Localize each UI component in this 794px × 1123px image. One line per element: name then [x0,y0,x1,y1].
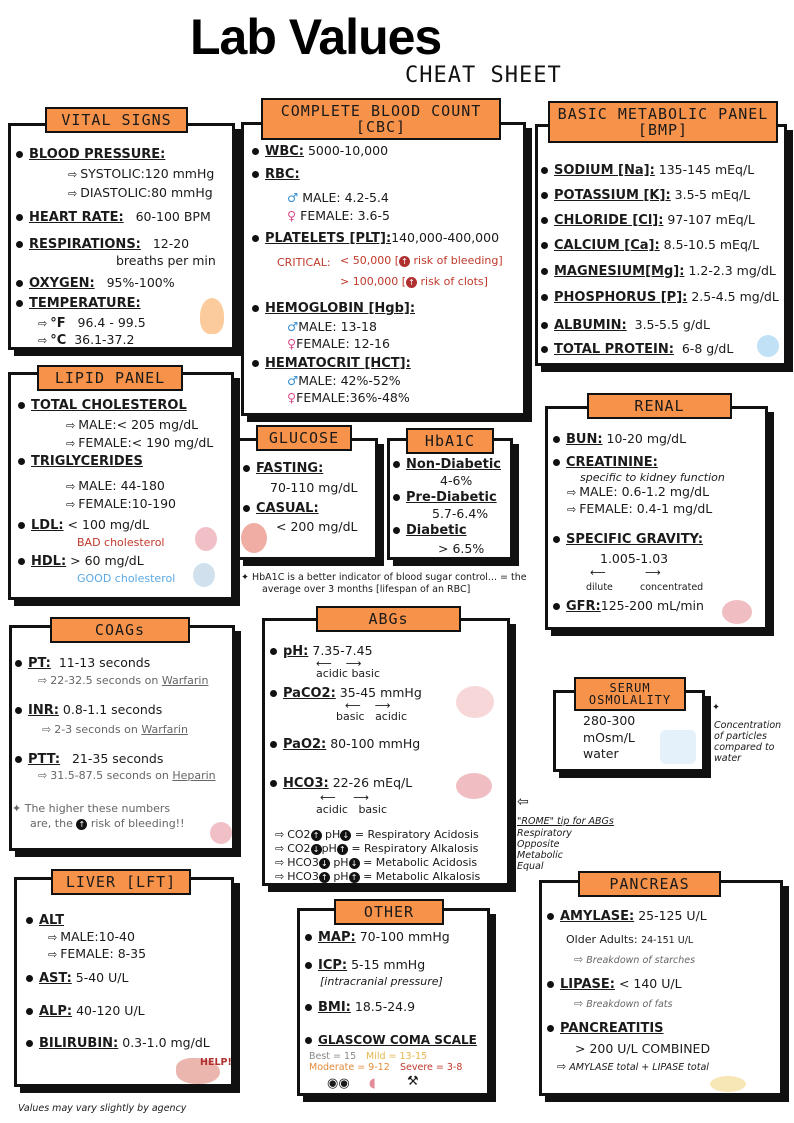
arrow-icon: ⇨ [275,870,285,883]
coags-header: COAGs [50,617,190,643]
critical-high: > 100,000 [ ↑ risk of clots] [340,275,488,288]
vital-signs-header: VITAL SIGNS [45,107,188,133]
bullet-icon [16,151,23,158]
male-icon: ♂ [287,373,299,388]
bullet-icon [243,465,250,472]
specific-gravity-label: SPECIFIC GRAVITY: [553,532,703,547]
casual-value: < 200 mg/dL [276,519,358,534]
ldl-note: BAD cholesterol [77,536,165,549]
hdl-row: HDL: > 60 mg/dL [18,553,144,569]
bmp-row: POTASSIUM [K]: 3.5-5 mEq/L [541,187,750,203]
bullet-icon [26,1008,33,1015]
arrow-icon: ⇨ [275,842,285,855]
non-diabetic-label: Non-Diabetic [393,456,501,472]
bullet-icon [541,294,548,301]
bullet-icon [541,322,548,329]
arrow-up-icon: ↑ [349,872,360,883]
icp-note: [intracranial pressure] [320,975,443,988]
bullet-icon [270,648,277,655]
hematocrit-female: ♀FEMALE:36%-48% [287,390,410,405]
bullet-icon [541,217,548,224]
blood-drop-icon [241,523,267,553]
liver-header: LIVER [LFT] [51,869,191,895]
triglycerides-label: TRIGLYCERIDES [18,454,143,469]
lipid-panel-header: LIPID PANEL [37,365,183,391]
bullet-icon [252,360,259,367]
bullet-icon [15,707,22,714]
bullet-icon [270,690,277,697]
gcs-mild: Mild = 13-15 [366,1051,428,1062]
page-subtitle: CHEAT SHEET [405,63,562,88]
page-title: Lab Values [190,9,442,65]
specific-gravity-value: 1.005-1.03 [600,551,669,566]
pao2-row: PaO2: 80-100 mmHg [270,736,420,752]
fahrenheit-value: ⇨ °F 96.4 - 99.5 [38,315,146,331]
arrow-icon: ⇨ [567,503,577,516]
serum-unit: mOsm/L [583,730,635,745]
rome-line: Opposite [517,839,560,850]
arrow-icon: ⇨ [557,1060,567,1073]
concentrated-label: concentrated [640,582,704,593]
renal-header: RENAL [587,393,732,419]
blood-cell-icon [210,822,232,844]
systolic-value: ⇨ SYSTOLIC:120 mmHg [68,166,215,181]
pancreatitis-label: PANCREATITIS [547,1021,664,1036]
critical-low: < 50,000 [ ↑ risk of bleeding] [340,254,503,267]
lightbulb-icon: ✦ [12,802,25,815]
pancreas-icon [710,1076,746,1092]
bmp-row: PHOSPHORUS [P]: 2.5-4.5 mg/dL [541,289,779,305]
arrow-icon: ⇨ [574,953,584,966]
water-drops-icon [757,335,779,357]
cholesterol-male: ⇨ MALE:< 205 mg/dL [66,417,199,432]
bullet-icon [252,148,259,155]
arrow-icon: ⇨ [38,674,48,687]
eyes-icon: ◉◉ [327,1076,350,1091]
serum-note-line: water [714,753,742,764]
pre-diabetic-value: 5.7-6.4% [432,506,489,521]
abg-rule-row: ⇨ CO2 ↑ pH ↓ = Respiratory Acidosis [275,828,479,841]
older-adults-row: Older Adults: 24-151 U/L [566,933,694,946]
bun-row: BUN: 10-20 mg/dL [553,431,686,447]
bullet-icon [252,305,259,312]
bullet-icon [547,913,554,920]
creatinine-note: specific to kidney function [580,471,725,484]
hematocrit-male: ♂MALE: 42%-52% [287,373,401,388]
serum-note-line: Concentration [714,720,782,731]
hemoglobin-male: ♂MALE: 13-18 [287,319,377,334]
hemoglobin-female: ♀FEMALE: 12-16 [287,336,390,351]
bmp-row: CHLORIDE [Cl]: 97-107 mEq/L [541,212,755,228]
gfr-row: GFR:125-200 mL/min [553,598,704,614]
arrow-down-icon: ↓ [349,858,360,869]
rbc-male: ♂ MALE: 4.2-5.4 [287,190,389,205]
hco3-row: HCO3: 22-26 mEq/L [270,775,412,791]
dilute-label: dilute [586,582,613,593]
pre-diabetic-label: Pre-Diabetic [393,489,497,505]
gcs-label: GLASCOW COMA SCALE [305,1032,477,1048]
non-diabetic-value: 4-6% [440,473,473,488]
lightbulb-icon: ✦ [241,572,252,583]
iv-bag-icon [660,730,696,764]
bullet-icon [541,268,548,275]
bmp-row: SODIUM [Na]: 135-145 mEq/L [541,162,754,178]
amylase-row: AMYLASE: 25-125 U/L [547,908,707,924]
bullet-icon [16,280,23,287]
temperature-label: TEMPERATURE: [16,296,141,311]
casual-label: CASUAL: [243,501,319,516]
cholesterol-label: TOTAL CHOLESTEROL [18,398,187,413]
hba1c-header: HbA1C [406,428,494,454]
gcs-severe: Severe = 3-8 [400,1062,463,1073]
map-row: MAP: 70-100 mmHg [305,929,450,945]
bullet-icon [18,522,25,529]
bullet-icon [305,934,312,941]
arrow-icon: ⇨ [66,480,76,493]
glucose-header: GLUCOSE [256,425,352,451]
hdl-note: GOOD cholesterol [77,572,176,585]
bmp-row: CALCIUM [Ca]: 8.5-10.5 mEq/L [541,237,759,253]
serum-value: 280-300 [583,713,636,728]
wbc-row: WBC: 5000-10,000 [252,143,388,159]
bullet-icon [26,917,33,924]
triglycerides-female: ⇨ FEMALE:10-190 [66,496,176,511]
paco2-basic-acidic: basic acidic [336,710,407,723]
bullet-icon [270,780,277,787]
hematocrit-label: HEMATOCRIT [HCT]: [252,356,411,371]
cholesterol-female: ⇨ FEMALE:< 190 mg/dL [66,435,214,450]
bullet-icon [252,171,259,178]
bullet-icon [18,402,25,409]
icp-row: ICP: 5-15 mmHg [305,957,425,973]
bullet-icon [18,458,25,465]
bad-cholesterol-icon [195,527,217,551]
kidney-icon [722,600,752,624]
bullet-icon [541,242,548,249]
alt-female: ⇨ FEMALE: 8-35 [48,946,147,961]
bullet-icon [305,1004,312,1011]
alt-label: ALT [26,913,64,928]
bullet-icon [16,241,23,248]
fasting-value: 70-110 mg/dL [270,480,358,495]
bullet-icon [16,214,23,221]
arrow-icon: ⇨ [38,769,48,782]
serum-note-line: of particles [714,731,767,742]
rome-line: Equal [517,861,544,872]
other-header: OTHER [334,899,444,925]
coags-note-2: are, the ↑ risk of bleeding!! [30,817,185,830]
arrow-icon: ⇨ [38,334,48,347]
heart-rate-row: HEART RATE: 60-100 BPM [16,209,211,225]
bullet-icon [541,167,548,174]
rbc-female: ♀ FEMALE: 3.6-5 [287,208,390,223]
arrow-icon: ⇨ [66,437,76,450]
female-icon: ♀ [287,336,297,351]
diabetic-value: > 6.5% [438,541,485,556]
bullet-icon [553,536,560,543]
bmi-row: BMI: 18.5-24.9 [305,999,415,1015]
bullet-icon [15,660,22,667]
lipase-note: ⇨ Breakdown of fats [574,997,673,1010]
arrow-down-icon: ↓ [340,830,351,841]
arrow-up-icon: ↑ [406,277,417,288]
ph-row: pH: 7.35-7.45 [270,643,373,659]
bullet-icon [541,192,548,199]
arrow-down-icon: ↓ [319,858,330,869]
inr-warfarin: ⇨ 2-3 seconds on Warfarin [42,723,188,736]
bullet-icon [393,527,400,534]
rome-line: Metabolic [517,850,563,861]
bmp-row: MAGNESIUM[Mg]: 1.2-2.3 mg/dL [541,263,776,279]
arrow-icon: ⇨ [68,168,78,181]
help-label: HELP! [200,1057,232,1068]
bmp-header: BASIC METABOLIC PANEL [BMP] [548,101,778,143]
good-cholesterol-icon [193,563,215,587]
rome-line: Respiratory [517,828,572,839]
arrow-icon: ⇨ [574,997,584,1010]
bullet-icon [270,741,277,748]
bullet-icon [26,975,33,982]
amylase-note: ⇨ Breakdown of starches [574,953,696,966]
arrow-icon: ⇨ [275,828,285,841]
arrow-icon: ⇨ [275,856,285,869]
serum-water: water [583,746,619,761]
platelets-row: PLATELETS [PLT]:140,000-400,000 [252,230,499,246]
respirations-unit: breaths per min [116,253,216,268]
bullet-icon [393,461,400,468]
bullet-icon [15,756,22,763]
hco3-arrows-icon: ⟵ ⟶ [320,791,370,804]
female-icon: ♀ [287,390,297,405]
bullet-icon [547,1025,554,1032]
bullet-icon [553,603,560,610]
gcs-best: Best = 15 [309,1051,357,1062]
ph-arrows-icon: ⟵ ⟶ [316,657,362,670]
dilute-arrow-icon: ⟵ [590,566,606,579]
bullet-icon [16,300,23,307]
greater-than-icon: > [340,275,350,288]
ldl-row: LDL: < 100 mg/dL [18,517,149,533]
pt-row: PT: 11-13 seconds [15,655,150,671]
diabetic-label: Diabetic [393,522,467,538]
kidneys-icon [456,773,492,799]
male-icon: ♂ [287,190,299,205]
arrow-icon: ⇨ [48,931,58,944]
coags-note-1: ✦ The higher these numbers [12,802,171,815]
serum-osmolality-header: SERUM OSMOLALITY [574,677,686,711]
hco3-acidic-basic: acidic basic [316,803,387,816]
bilirubin-row: BILIRUBIN: 0.3-1.0 mg/dL [26,1035,210,1051]
bullet-icon [393,494,400,501]
creatinine-male: ⇨ MALE: 0.6-1.2 mg/dL [567,484,710,499]
pt-warfarin: ⇨ 22-32.5 seconds on Warfarin [38,674,209,687]
arrow-up-icon: ↑ [311,830,322,841]
inr-row: INR: 0.8-1.1 seconds [15,702,162,718]
bullet-icon [26,1040,33,1047]
female-icon: ♀ [287,208,297,223]
arrow-icon: ⇨ [567,486,577,499]
arrow-up-icon: ↑ [399,256,410,267]
bullet-icon [243,505,250,512]
respirations-row: RESPIRATIONS: 12-20 [16,236,189,252]
triglycerides-male: ⇨ MALE: 44-180 [66,478,165,493]
bullet-icon [305,962,312,969]
abg-rule-row: ⇨ HCO3 ↓ pH ↓ = Metabolic Acidosis [275,856,478,869]
arrow-icon: ⇨ [66,419,76,432]
tool-icon: ⚒ [407,1074,419,1089]
pancreatitis-value: > 200 U/L COMBINED [575,1041,711,1056]
paco2-arrows-icon: ⟵ ⟶ [345,699,391,712]
blood-pressure-label: BLOOD PRESSURE: [16,147,165,162]
arrow-icon: ⇨ [42,723,52,736]
footer-note: Values may vary slightly by agency [18,1103,187,1114]
alp-row: ALP: 40-120 U/L [26,1003,145,1019]
critical-label: CRITICAL: [277,256,331,269]
rbc-label: RBC: [252,167,300,182]
alt-male: ⇨ MALE:10-40 [48,929,135,944]
bmp-row: TOTAL PROTEIN: 6-8 g/dL [541,341,733,357]
bullet-icon [252,235,259,242]
ph-acidic-basic: acidic basic [316,667,380,680]
bullet-icon [18,558,25,565]
fasting-label: FASTING: [243,461,323,476]
arrow-icon: ⇨ [48,948,58,961]
hba1c-note-2: average over 3 months [lifespan of an RBC] [262,584,471,595]
hemoglobin-label: HEMOGLOBIN [Hgb]: [252,301,415,316]
bullet-icon [547,981,554,988]
hba1c-note-1: ✦ HbA1C is a better indicator of blood sugar control... = the [241,572,527,583]
less-than-icon: < [340,254,350,267]
celsius-value: ⇨ °C 36.1-37.2 [38,332,135,348]
pancreatitis-note: ⇨ AMYLASE total + LIPASE total [557,1060,709,1073]
bullet-icon [553,436,560,443]
abgs-header: ABGs [316,606,461,632]
gcs-moderate: Moderate = 9-12 [309,1062,390,1073]
bmp-row: ALBUMIN: 3.5-5.5 g/dL [541,317,710,333]
lightbulb-icon: ✦ [712,702,720,713]
creatinine-female: ⇨ FEMALE: 0.4-1 mg/dL [567,501,713,516]
ptt-heparin: ⇨ 31.5-87.5 seconds on Heparin [38,769,216,782]
oxygen-row: OXYGEN: 95%-100% [16,275,175,291]
arrow-icon: ⇨ [66,498,76,511]
cbc-header: COMPLETE BLOOD COUNT [CBC] [261,98,501,140]
creatinine-label: CREATININE: [553,455,658,470]
concentrated-arrow-icon: ⟶ [645,566,661,579]
male-icon: ♂ [287,319,299,334]
arrow-down-icon: ↓ [311,844,322,855]
arrow-icon: ⇨ [38,317,48,330]
arrow-icon: ⇨ [68,187,78,200]
pancreas-header: PANCREAS [578,871,721,897]
arrow-up-icon: ↑ [337,844,348,855]
abg-rule-row: ⇨ CO2 ↓ pH ↑ = Respiratory Alkalosis [275,842,479,855]
rome-title: "ROME" tip for ABGs [517,816,614,827]
bullet-icon [541,346,548,353]
flame-icon [200,298,224,334]
abg-rule-row: ⇨ HCO3 ↑ pH ↑ = Metabolic Alkalosis [275,870,481,883]
mouth-icon: ◖ [369,1076,376,1091]
bullet-icon [305,1037,312,1044]
ast-row: AST: 5-40 U/L [26,970,128,986]
arrow-up-icon: ↑ [319,872,330,883]
lipase-row: LIPASE: < 140 U/L [547,976,682,992]
ptt-row: PTT: 21-35 seconds [15,751,163,767]
left-arrow-icon: ⇦ [517,794,529,810]
serum-note-line: compared to [714,742,775,753]
paco2-row: PaCO2: 35-45 mmHg [270,685,422,701]
arrow-up-icon: ↑ [76,819,87,830]
lungs-icon [456,686,494,718]
bullet-icon [553,459,560,466]
diastolic-value: ⇨ DIASTOLIC:80 mmHg [68,185,213,200]
